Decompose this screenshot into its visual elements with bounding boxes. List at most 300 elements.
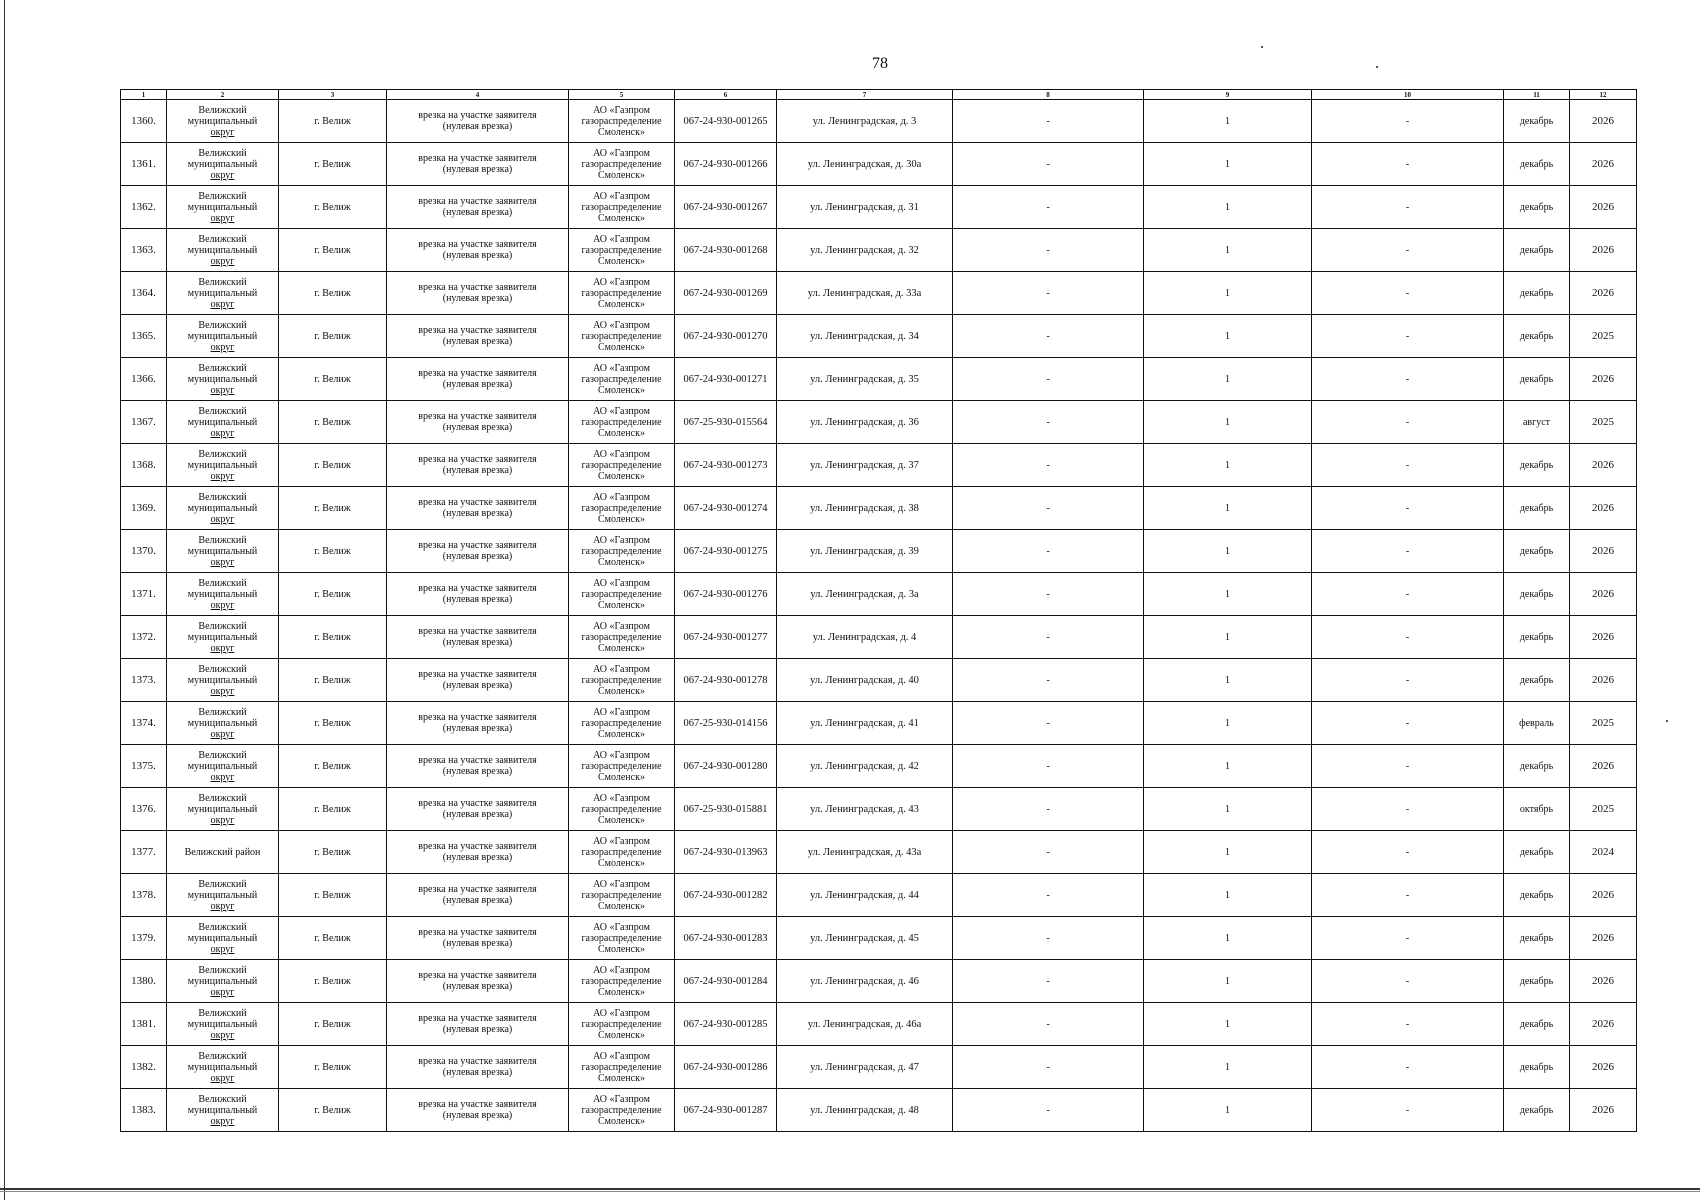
column-8-cell: - (953, 616, 1144, 659)
column-10-cell: - (1312, 659, 1504, 702)
organization-line: газораспределение (581, 846, 662, 858)
year-cell: 2026 (1570, 616, 1637, 659)
table-body (121, 100, 1637, 1132)
organization-line: Смоленск» (598, 814, 645, 826)
column-8-cell: - (953, 100, 1144, 143)
address-cell: ул. Ленинградская, д. 30а (777, 143, 953, 186)
month-cell: октябрь (1504, 788, 1570, 831)
district-line: округ (210, 470, 235, 482)
address-cell: ул. Ленинградская, д. 43 (777, 788, 953, 831)
year-cell: 2026 (1570, 444, 1637, 487)
column-index-3: 3 (279, 90, 387, 100)
month-cell: декабрь (1504, 1003, 1570, 1046)
district-cell (167, 186, 279, 229)
row-number: 1363. (121, 229, 167, 272)
district-line: округ (210, 341, 235, 353)
column-9-cell: 1 (1144, 229, 1312, 272)
organization-line: АО «Газпром (593, 233, 650, 245)
district-line: Велижский район (184, 846, 261, 858)
month-cell: декабрь (1504, 917, 1570, 960)
address-cell: ул. Ленинградская, д. 4 (777, 616, 953, 659)
year-cell: 2026 (1570, 272, 1637, 315)
district-line: муниципальный (187, 1018, 258, 1030)
table-row (121, 831, 1637, 874)
work-type-line: врезка на участке заявителя (418, 497, 537, 508)
work-type-cell (387, 100, 569, 143)
row-number: 1383. (121, 1089, 167, 1132)
work-type-cell (387, 143, 569, 186)
work-type-cell (387, 831, 569, 874)
page-number: 78 (872, 55, 888, 72)
town-cell: г. Велиж (279, 874, 387, 917)
work-type-line: врезка на участке заявителя (418, 540, 537, 551)
district-cell (167, 1003, 279, 1046)
column-9-cell: 1 (1144, 100, 1312, 143)
district-line: округ (210, 728, 235, 740)
column-10-cell: - (1312, 1003, 1504, 1046)
organization-cell (569, 831, 675, 874)
organization-line: АО «Газпром (593, 663, 650, 675)
organization-cell (569, 1003, 675, 1046)
column-index-5: 5 (569, 90, 675, 100)
organization-line: АО «Газпром (593, 104, 650, 116)
organization-line: Смоленск» (598, 857, 645, 869)
organization-line: газораспределение (581, 631, 662, 643)
organization-line: АО «Газпром (593, 964, 650, 976)
year-cell: 2024 (1570, 831, 1637, 874)
district-line: округ (210, 427, 235, 439)
registry-id-cell: 067-24-930-001277 (675, 616, 777, 659)
organization-line: Смоленск» (598, 255, 645, 267)
column-9-cell: 1 (1144, 960, 1312, 1003)
column-10-cell: - (1312, 229, 1504, 272)
work-type-line: врезка на участке заявителя (418, 368, 537, 379)
organization-line: АО «Газпром (593, 448, 650, 460)
table-row (121, 874, 1637, 917)
column-10-cell: - (1312, 960, 1504, 1003)
month-cell: декабрь (1504, 874, 1570, 917)
district-line: Велижский (198, 1093, 247, 1105)
organization-line: АО «Газпром (593, 577, 650, 589)
district-line: муниципальный (187, 502, 258, 514)
column-8-cell: - (953, 530, 1144, 573)
address-cell: ул. Ленинградская, д. 3а (777, 573, 953, 616)
organization-cell (569, 788, 675, 831)
column-8-cell: - (953, 487, 1144, 530)
organization-line: Смоленск» (598, 470, 645, 482)
year-cell: 2026 (1570, 487, 1637, 530)
table-row (121, 616, 1637, 659)
town-cell: г. Велиж (279, 917, 387, 960)
row-number: 1381. (121, 1003, 167, 1046)
column-8-cell: - (953, 659, 1144, 702)
work-type-line: врезка на участке заявителя (418, 239, 537, 250)
registry-id-cell: 067-24-930-001282 (675, 874, 777, 917)
column-index-7: 7 (777, 90, 953, 100)
month-cell: декабрь (1504, 229, 1570, 272)
district-line: Велижский (198, 706, 247, 718)
town-cell: г. Велиж (279, 143, 387, 186)
row-number: 1371. (121, 573, 167, 616)
district-line: округ (210, 599, 235, 611)
organization-line: АО «Газпром (593, 147, 650, 159)
row-number: 1360. (121, 100, 167, 143)
work-type-line: врезка на участке заявителя (418, 583, 537, 594)
work-type-cell (387, 186, 569, 229)
work-type-line: (нулевая врезка) (442, 1024, 513, 1035)
work-type-line: (нулевая врезка) (442, 465, 513, 476)
column-10-cell: - (1312, 874, 1504, 917)
district-cell (167, 917, 279, 960)
organization-cell (569, 659, 675, 702)
address-cell: ул. Ленинградская, д. 44 (777, 874, 953, 917)
table-row (121, 1003, 1637, 1046)
table-row (121, 358, 1637, 401)
work-type-cell (387, 487, 569, 530)
column-10-cell: - (1312, 487, 1504, 530)
organization-cell (569, 1046, 675, 1089)
month-cell: декабрь (1504, 831, 1570, 874)
town-cell: г. Велиж (279, 702, 387, 745)
registry-id-cell: 067-24-930-001275 (675, 530, 777, 573)
work-type-line: врезка на участке заявителя (418, 712, 537, 723)
organization-line: газораспределение (581, 115, 662, 127)
work-type-cell (387, 745, 569, 788)
registry-id-cell: 067-24-930-001273 (675, 444, 777, 487)
district-line: муниципальный (187, 158, 258, 170)
work-type-line: врезка на участке заявителя (418, 454, 537, 465)
column-index-1: 1 (121, 90, 167, 100)
district-line: муниципальный (187, 1104, 258, 1116)
town-cell: г. Велиж (279, 659, 387, 702)
month-cell: декабрь (1504, 530, 1570, 573)
column-8-cell: - (953, 444, 1144, 487)
column-index-row (121, 90, 1637, 100)
column-8-cell: - (953, 960, 1144, 1003)
organization-line: Смоленск» (598, 943, 645, 955)
column-9-cell: 1 (1144, 530, 1312, 573)
district-line: муниципальный (187, 588, 258, 600)
registry-id-cell: 067-24-930-001284 (675, 960, 777, 1003)
month-cell: декабрь (1504, 143, 1570, 186)
address-cell: ул. Ленинградская, д. 36 (777, 401, 953, 444)
column-9-cell: 1 (1144, 401, 1312, 444)
town-cell: г. Велиж (279, 444, 387, 487)
table-row (121, 487, 1637, 530)
table-row (121, 788, 1637, 831)
month-cell: декабрь (1504, 272, 1570, 315)
organization-line: газораспределение (581, 545, 662, 557)
district-cell (167, 1089, 279, 1132)
district-line: Велижский (198, 104, 247, 116)
column-10-cell: - (1312, 831, 1504, 874)
table-row (121, 659, 1637, 702)
town-cell: г. Велиж (279, 358, 387, 401)
district-line: Велижский (198, 233, 247, 245)
year-cell: 2025 (1570, 401, 1637, 444)
column-8-cell: - (953, 788, 1144, 831)
organization-line: газораспределение (581, 330, 662, 342)
work-type-cell (387, 960, 569, 1003)
organization-line: газораспределение (581, 287, 662, 299)
district-line: муниципальный (187, 932, 258, 944)
work-type-cell (387, 659, 569, 702)
district-line: Велижский (198, 448, 247, 460)
scan-speck (1666, 720, 1668, 722)
registry-id-cell: 067-24-930-013963 (675, 831, 777, 874)
district-line: округ (210, 255, 235, 267)
table-row (121, 186, 1637, 229)
town-cell: г. Велиж (279, 1003, 387, 1046)
registry-id-cell: 067-24-930-001278 (675, 659, 777, 702)
town-cell: г. Велиж (279, 831, 387, 874)
registry-id-cell: 067-24-930-001280 (675, 745, 777, 788)
table-row (121, 143, 1637, 186)
district-line: округ (210, 814, 235, 826)
organization-line: газораспределение (581, 975, 662, 987)
organization-line: Смоленск» (598, 599, 645, 611)
town-cell: г. Велиж (279, 487, 387, 530)
column-8-cell: - (953, 358, 1144, 401)
registry-id-cell: 067-25-930-014156 (675, 702, 777, 745)
month-cell: август (1504, 401, 1570, 444)
district-line: Велижский (198, 792, 247, 804)
registry-id-cell: 067-24-930-001267 (675, 186, 777, 229)
row-number: 1364. (121, 272, 167, 315)
organization-cell (569, 401, 675, 444)
work-type-line: (нулевая врезка) (442, 766, 513, 777)
district-line: округ (210, 771, 235, 783)
organization-line: АО «Газпром (593, 1093, 650, 1105)
row-number: 1373. (121, 659, 167, 702)
address-cell: ул. Ленинградская, д. 31 (777, 186, 953, 229)
registry-id-cell: 067-24-930-001283 (675, 917, 777, 960)
column-9-cell: 1 (1144, 831, 1312, 874)
year-cell: 2026 (1570, 874, 1637, 917)
district-line: округ (210, 513, 235, 525)
organization-line: Смоленск» (598, 298, 645, 310)
district-cell (167, 659, 279, 702)
column-9-cell: 1 (1144, 745, 1312, 788)
column-8-cell: - (953, 1089, 1144, 1132)
column-8-cell: - (953, 1003, 1144, 1046)
column-index-2: 2 (167, 90, 279, 100)
column-10-cell: - (1312, 1046, 1504, 1089)
registry-id-cell: 067-24-930-001265 (675, 100, 777, 143)
work-type-line: врезка на участке заявителя (418, 927, 537, 938)
district-line: Велижский (198, 405, 247, 417)
work-type-line: врезка на участке заявителя (418, 669, 537, 680)
organization-line: АО «Газпром (593, 405, 650, 417)
organization-cell (569, 487, 675, 530)
town-cell: г. Велиж (279, 745, 387, 788)
work-type-line: (нулевая врезка) (442, 336, 513, 347)
district-line: округ (210, 986, 235, 998)
year-cell: 2026 (1570, 960, 1637, 1003)
district-cell (167, 100, 279, 143)
row-number: 1375. (121, 745, 167, 788)
registry-id-cell: 067-24-930-001268 (675, 229, 777, 272)
organization-cell (569, 143, 675, 186)
month-cell: декабрь (1504, 1046, 1570, 1089)
organization-line: Смоленск» (598, 341, 645, 353)
work-type-cell (387, 358, 569, 401)
organization-cell (569, 1089, 675, 1132)
organization-line: газораспределение (581, 717, 662, 729)
district-line: муниципальный (187, 889, 258, 901)
work-type-cell (387, 272, 569, 315)
column-8-cell: - (953, 745, 1144, 788)
work-type-line: (нулевая врезка) (442, 207, 513, 218)
column-10-cell: - (1312, 272, 1504, 315)
district-cell (167, 788, 279, 831)
district-line: округ (210, 943, 235, 955)
organization-line: АО «Газпром (593, 749, 650, 761)
year-cell: 2026 (1570, 186, 1637, 229)
district-cell (167, 573, 279, 616)
town-cell: г. Велиж (279, 229, 387, 272)
row-number: 1377. (121, 831, 167, 874)
year-cell: 2026 (1570, 229, 1637, 272)
organization-line: АО «Газпром (593, 1007, 650, 1019)
district-line: округ (210, 556, 235, 568)
organization-line: АО «Газпром (593, 706, 650, 718)
town-cell: г. Велиж (279, 788, 387, 831)
organization-line: газораспределение (581, 889, 662, 901)
work-type-line: врезка на участке заявителя (418, 1056, 537, 1067)
row-number: 1378. (121, 874, 167, 917)
column-10-cell: - (1312, 315, 1504, 358)
column-9-cell: 1 (1144, 272, 1312, 315)
column-8-cell: - (953, 315, 1144, 358)
organization-line: газораспределение (581, 760, 662, 772)
work-type-line: (нулевая врезка) (442, 1110, 513, 1121)
column-9-cell: 1 (1144, 616, 1312, 659)
column-9-cell: 1 (1144, 874, 1312, 917)
column-8-cell: - (953, 401, 1144, 444)
work-type-line: (нулевая врезка) (442, 938, 513, 949)
column-9-cell: 1 (1144, 487, 1312, 530)
column-9-cell: 1 (1144, 143, 1312, 186)
district-cell (167, 143, 279, 186)
column-index-12: 12 (1570, 90, 1637, 100)
column-9-cell: 1 (1144, 702, 1312, 745)
district-line: муниципальный (187, 803, 258, 815)
column-10-cell: - (1312, 358, 1504, 401)
work-type-line: врезка на участке заявителя (418, 970, 537, 981)
address-cell: ул. Ленинградская, д. 3 (777, 100, 953, 143)
registry-id-cell: 067-24-930-001270 (675, 315, 777, 358)
work-type-line: (нулевая врезка) (442, 981, 513, 992)
row-number: 1361. (121, 143, 167, 186)
column-index-8: 8 (953, 90, 1144, 100)
district-line: Велижский (198, 534, 247, 546)
row-number: 1366. (121, 358, 167, 401)
column-8-cell: - (953, 874, 1144, 917)
district-line: Велижский (198, 491, 247, 503)
work-type-line: врезка на участке заявителя (418, 153, 537, 164)
work-type-line: (нулевая врезка) (442, 164, 513, 175)
column-9-cell: 1 (1144, 315, 1312, 358)
address-cell: ул. Ленинградская, д. 41 (777, 702, 953, 745)
table-row (121, 100, 1637, 143)
district-line: муниципальный (187, 975, 258, 987)
work-type-line: врезка на участке заявителя (418, 755, 537, 766)
table-row (121, 573, 1637, 616)
row-number: 1379. (121, 917, 167, 960)
month-cell: декабрь (1504, 659, 1570, 702)
organization-line: Смоленск» (598, 1029, 645, 1041)
district-line: округ (210, 1072, 235, 1084)
registry-id-cell: 067-24-930-001285 (675, 1003, 777, 1046)
column-index-10: 10 (1312, 90, 1504, 100)
district-line: Велижский (198, 362, 247, 374)
row-number: 1382. (121, 1046, 167, 1089)
organization-line: АО «Газпром (593, 1050, 650, 1062)
column-8-cell: - (953, 831, 1144, 874)
organization-cell (569, 100, 675, 143)
work-type-line: врезка на участке заявителя (418, 626, 537, 637)
organization-line: Смоленск» (598, 427, 645, 439)
work-type-cell (387, 401, 569, 444)
district-line: муниципальный (187, 760, 258, 772)
district-cell (167, 530, 279, 573)
organization-line: Смоленск» (598, 986, 645, 998)
scan-speck (1261, 46, 1263, 48)
row-number: 1372. (121, 616, 167, 659)
district-line: Велижский (198, 620, 247, 632)
year-cell: 2026 (1570, 100, 1637, 143)
work-type-cell (387, 573, 569, 616)
column-8-cell: - (953, 229, 1144, 272)
work-type-cell (387, 788, 569, 831)
organization-cell (569, 186, 675, 229)
address-cell: ул. Ленинградская, д. 43а (777, 831, 953, 874)
row-number: 1365. (121, 315, 167, 358)
district-line: муниципальный (187, 201, 258, 213)
work-type-line: врезка на участке заявителя (418, 282, 537, 293)
work-type-line: (нулевая врезка) (442, 379, 513, 390)
work-type-line: (нулевая врезка) (442, 680, 513, 691)
district-cell (167, 960, 279, 1003)
district-cell (167, 616, 279, 659)
column-9-cell: 1 (1144, 186, 1312, 229)
organization-cell (569, 315, 675, 358)
address-cell: ул. Ленинградская, д. 46 (777, 960, 953, 1003)
work-type-line: врезка на участке заявителя (418, 1099, 537, 1110)
organization-line: Смоленск» (598, 728, 645, 740)
district-cell (167, 874, 279, 917)
column-10-cell: - (1312, 401, 1504, 444)
district-line: муниципальный (187, 373, 258, 385)
organization-line: газораспределение (581, 373, 662, 385)
column-10-cell: - (1312, 788, 1504, 831)
column-8-cell: - (953, 573, 1144, 616)
town-cell: г. Велиж (279, 530, 387, 573)
district-line: муниципальный (187, 287, 258, 299)
district-line: муниципальный (187, 545, 258, 557)
row-number: 1367. (121, 401, 167, 444)
district-cell (167, 745, 279, 788)
organization-line: газораспределение (581, 244, 662, 256)
year-cell: 2026 (1570, 917, 1637, 960)
district-line: округ (210, 169, 235, 181)
column-index-9: 9 (1144, 90, 1312, 100)
table-row (121, 1089, 1637, 1132)
year-cell: 2026 (1570, 530, 1637, 573)
organization-line: газораспределение (581, 1018, 662, 1030)
town-cell: г. Велиж (279, 272, 387, 315)
